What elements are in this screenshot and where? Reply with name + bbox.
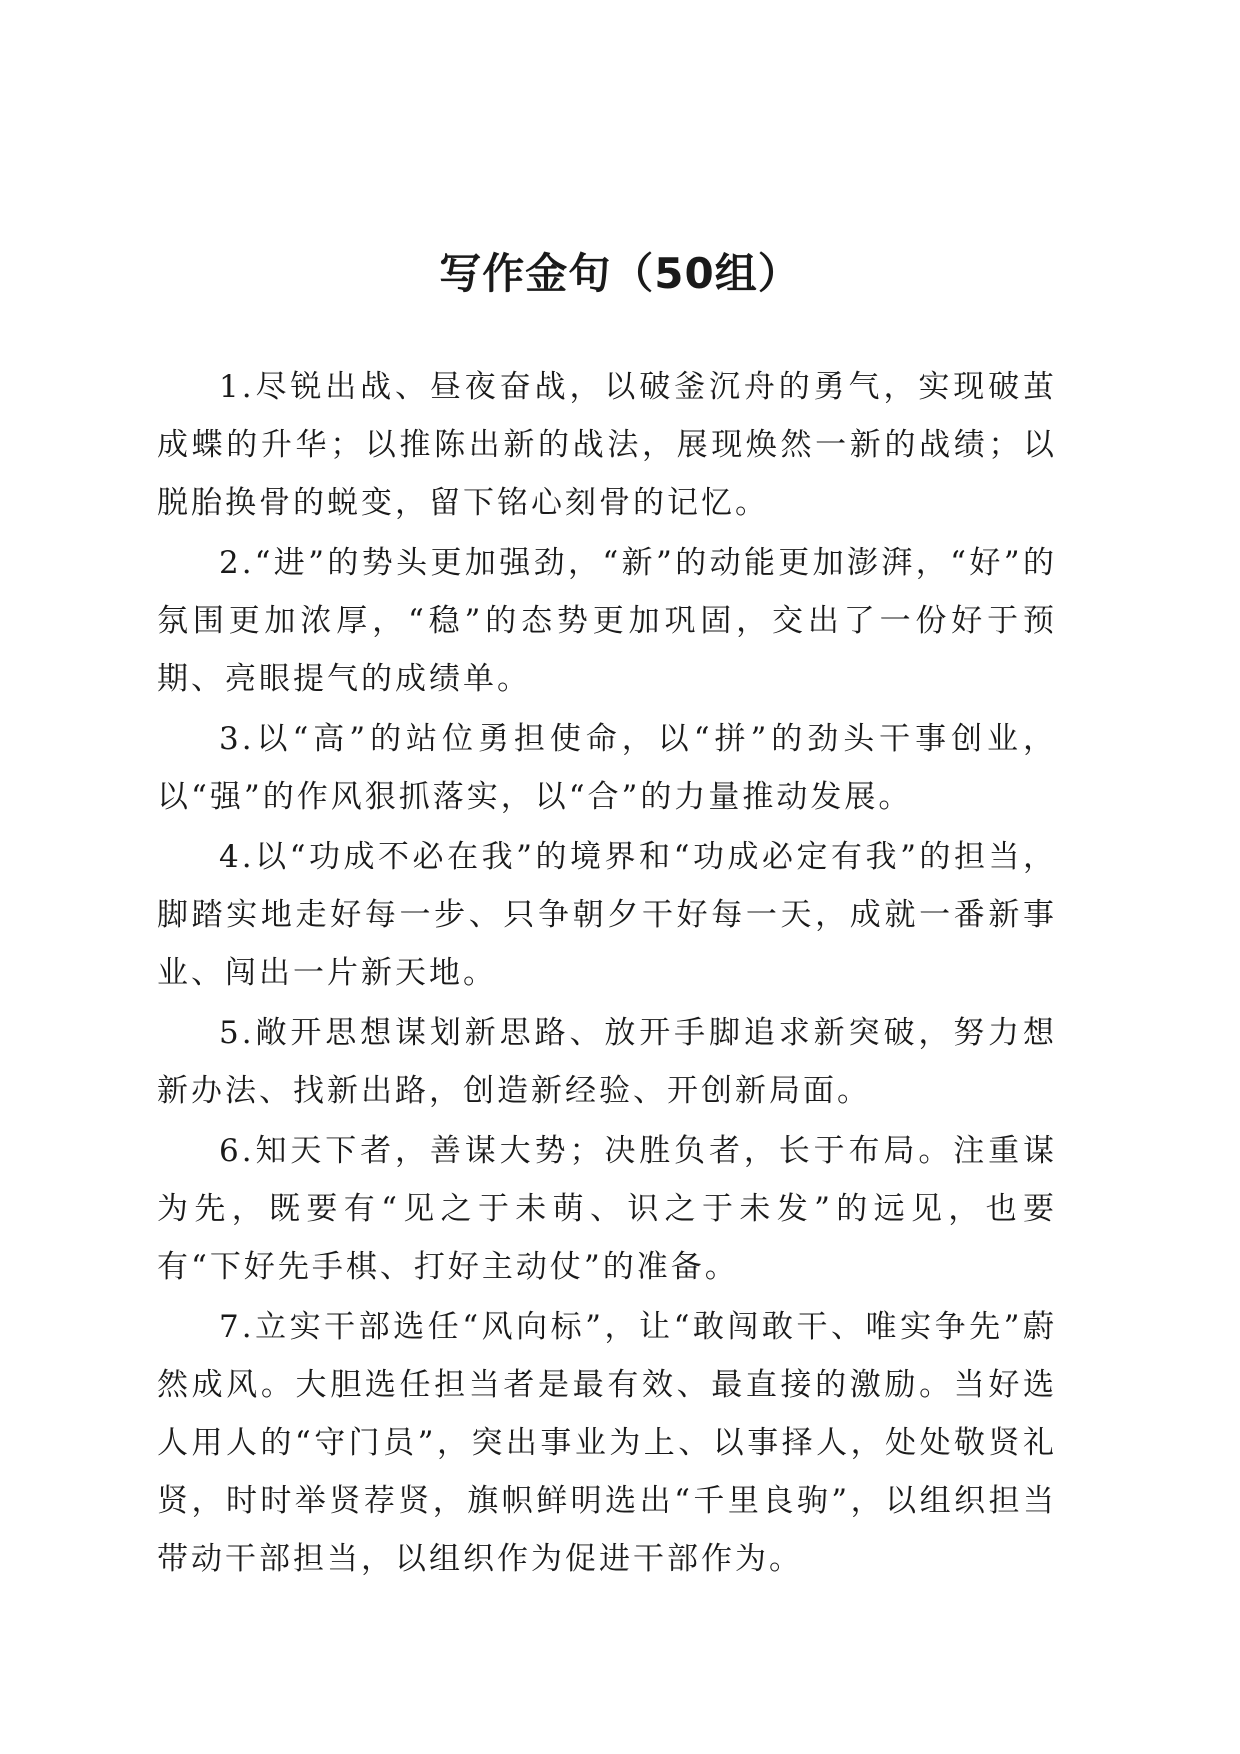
paragraph-5: 5.敞开思想谋划新思路、放开手脚追求新突破，努力想新办法、找新出路，创造新经验、开创新局面。: [157, 1015, 1057, 1109]
paragraph-2: 2.“进”的势头更加强劲，“新”的动能更加澎湃，“好”的氛围更加浓厚，“稳”的态势更加巩固，交出了一份好于预期、亮眼提气的成绩单。: [157, 545, 1057, 697]
document-body: [157, 358, 1057, 1590]
paragraph-3: 3.以“高”的站位勇担使命，以“拼”的劲头干事创业，以“强”的作风狠抓落实，以“合”的力量推动发展。: [157, 721, 1057, 815]
paragraph-4: 4.以“功成不必在我”的境界和“功成必定有我”的担当，脚踏实地走好每一步、只争朝夕干好每一天，成就一番新事业、闯出一片新天地。: [157, 839, 1057, 991]
document-title: 写作金句（50组）: [439, 249, 801, 298]
paragraph-7: 7.立实干部选任“风向标”，让“敢闯敢干、唯实争先”蔚然成风。大胆选任担当者是最有效、最直接的激励。当好选人用人的“守门员”，突出事业为上、以事择人，处处敬贤礼贤，时时举贤荐贤，旗帜鲜明选出“千里良驹”，以组织担当带动干部担当，以组织作为促进干部作为。: [157, 1309, 1057, 1577]
paragraph-1: 1.尽锐出战、昼夜奋战，以破釜沉舟的勇气，实现破茧成蝶的升华；以推陈出新的战法，展现焕然一新的战绩；以脱胎换骨的蜕变，留下铭心刻骨的记忆。: [157, 369, 1057, 521]
paragraph-6: 6.知天下者，善谋大势；决胜负者，长于布局。注重谋为先，既要有“见之于未萌、识之于未发”的远见，也要有“下好先手棋、打好主动仗”的准备。: [157, 1133, 1057, 1285]
